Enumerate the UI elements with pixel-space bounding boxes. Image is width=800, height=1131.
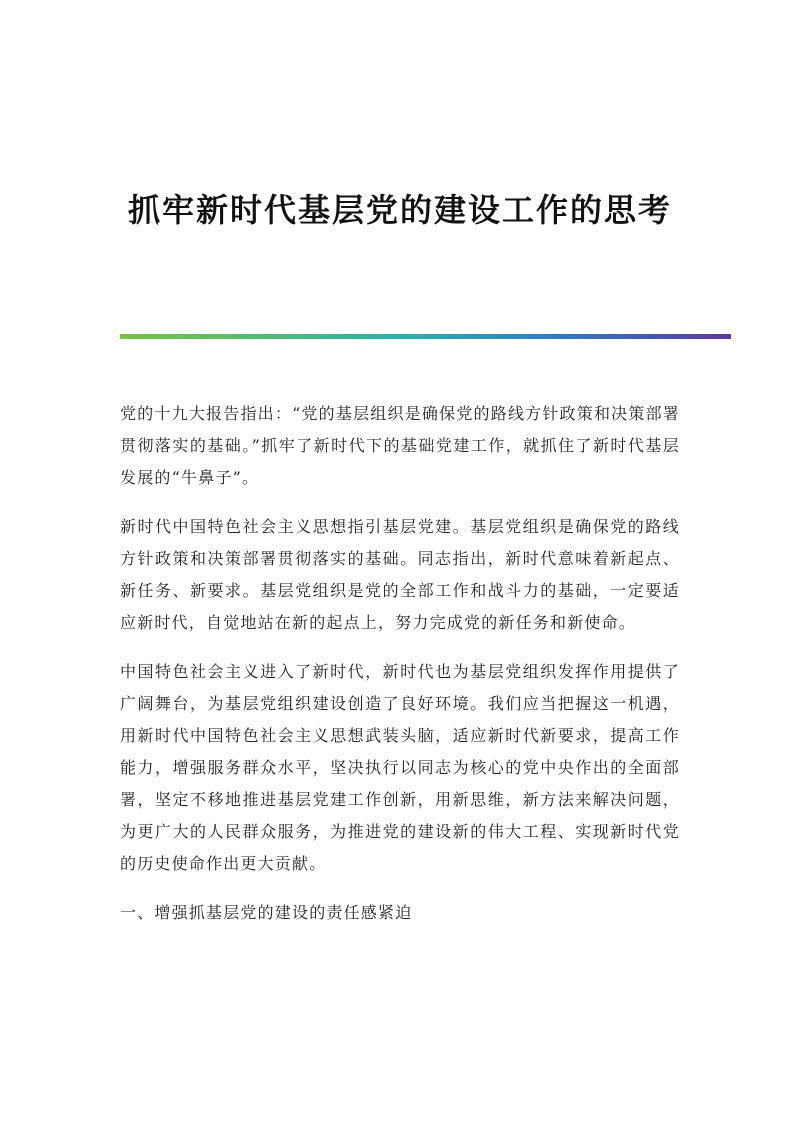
paragraph-3: 中国特色社会主义进入了新时代，新时代也为基层党组织发挥作用提供了广阔舞台，为基层党组织建设创造了良好环境。我们应当把握这一机遇，用新时代中国特色社会主义思想武装头脑，适应新时代新要求，提高工作能力，增强服务群众水平，坚决执行以同志为核心的党中央作出的全面部署，坚定不移地推进基层党建工作创新，用新思维，新方法来解决问题，为更广大的人民群众服务，为推进党的建设新的伟大工程、实现新时代党的历史使命作出更大贡献。 (120, 662, 680, 873)
document-title: 抓牢新时代基层党的建设工作的思考 (127, 191, 672, 229)
document-body (120, 398, 680, 929)
section-heading-1: 一、增强抓基层党的建设的责任感紧迫 (120, 903, 413, 922)
title-divider (120, 334, 731, 339)
paragraph-1: 党的十九大报告指出：“党的基层组织是确保党的路线方针政策和决策部署贯彻落实的基础。”抓牢了新时代下的基础党建工作，就抓住了新时代基层发展的“牛鼻子”。 (120, 404, 680, 487)
paragraph-2: 新时代中国特色社会主义思想指引基层党建。基层党组织是确保党的路线方针政策和决策部署贯彻落实的基础。同志指出，新时代意味着新起点、新任务、新要求。基层党组织是党的全部工作和战斗力的基础，一定要适应新时代，自觉地站在新的起点上，努力完成党的新任务和新使命。 (120, 517, 680, 632)
